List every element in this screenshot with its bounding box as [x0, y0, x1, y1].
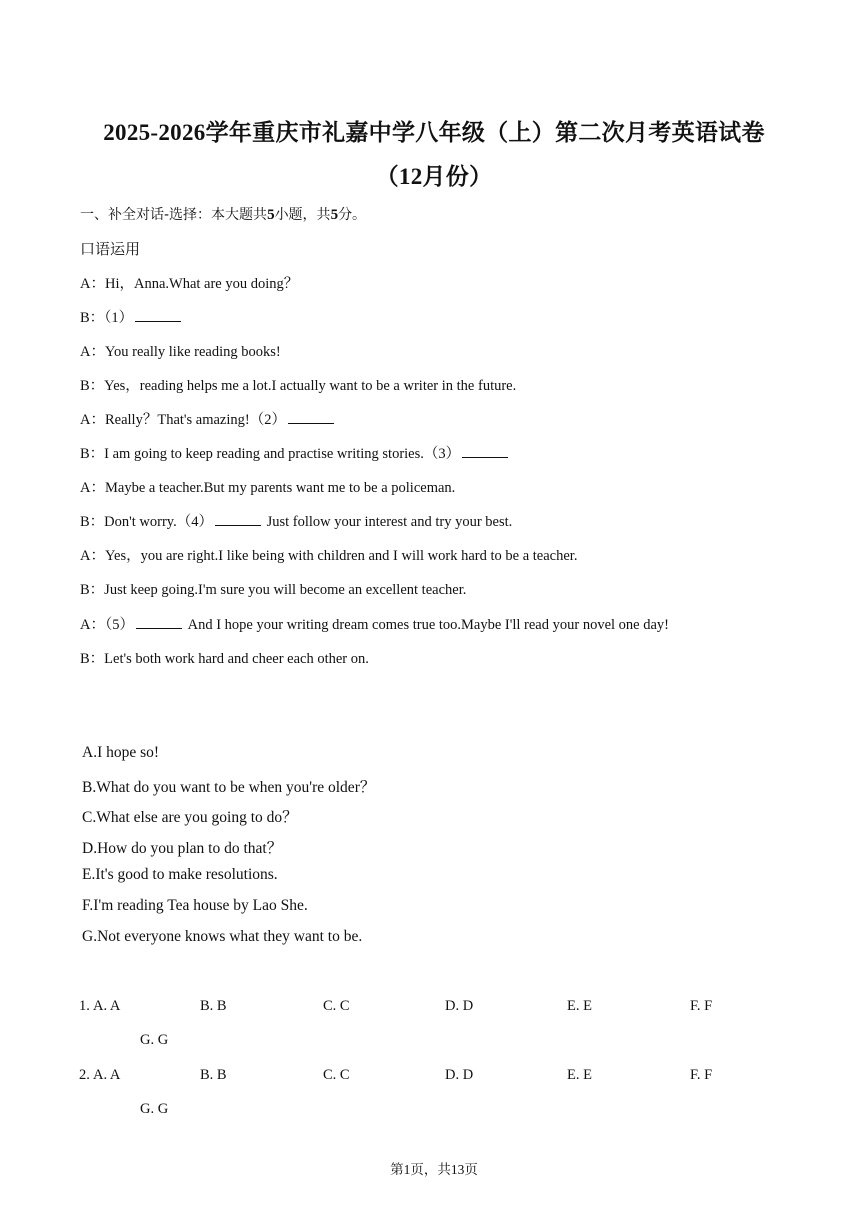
question-number: 2. — [79, 1067, 90, 1083]
answer-choice[interactable]: G. G — [140, 1032, 169, 1048]
answer-choice[interactable]: G. G — [140, 1101, 169, 1117]
option-item: A.I hope so! — [82, 744, 160, 761]
exam-title-line1: 2025-2026学年重庆市礼嘉中学八年级（上）第二次月考英语试卷 — [103, 120, 765, 145]
answer-choice[interactable]: D. D — [445, 998, 474, 1014]
dialogue-line — [80, 306, 183, 327]
dialogue-text: Let's both work hard and cheer each other on. — [104, 651, 369, 667]
dialogue-text: You really like reading books! — [104, 344, 281, 360]
dialogue-line — [80, 510, 512, 531]
dialogue-line — [80, 647, 369, 668]
exam-title-line2: （12月份） — [375, 164, 493, 189]
dialogue-text-after: And I hope your writing dream comes true too.Maybe I'll read your novel one day! — [183, 617, 669, 633]
answer-blank[interactable] — [135, 309, 181, 322]
dialogue-line — [80, 476, 455, 497]
section-heading — [80, 204, 366, 224]
option-item: G.Not everyone knows what they want to be. — [82, 927, 363, 945]
speaker-label: A： — [80, 412, 105, 428]
option-item: D.How do you plan to do that？ — [82, 839, 283, 857]
question-number: 1. — [79, 998, 90, 1014]
option-item: B.What do you want to be when you're older？ — [82, 778, 376, 796]
dialogue-line — [80, 442, 510, 463]
answer-blank[interactable] — [215, 513, 261, 526]
dialogue-text: Don't worry.（4） — [104, 514, 213, 530]
section-mid: 小题，共 — [274, 207, 331, 223]
option-item: F.I'm reading Tea house by Lao She. — [82, 897, 308, 914]
dialogue-text: （1） — [104, 310, 134, 326]
section-prefix: 一、补全对话-选择：本大题共 — [80, 207, 268, 223]
speaker-label: B： — [80, 651, 105, 667]
dialogue-text: I am going to keep reading and practise writing stories.（3） — [104, 446, 461, 462]
dialogue-text: Hi，Anna.What are you doing？ — [104, 276, 299, 292]
answer-choice[interactable]: B. B — [200, 998, 227, 1014]
speaker-label: A： — [80, 480, 105, 496]
section-score: 5 — [330, 207, 339, 223]
dialogue-line — [80, 613, 669, 634]
section-suffix: 分。 — [338, 207, 367, 223]
page-footer: 第1页，共13页 — [390, 1162, 478, 1177]
dialogue-line — [80, 408, 336, 429]
option-item: C.What else are you going to do？ — [82, 809, 298, 827]
speaker-label: B： — [80, 582, 105, 598]
answer-choice[interactable]: C. C — [323, 1067, 350, 1083]
dialogue-text: Maybe a teacher.But my parents want me to be a policeman. — [104, 480, 456, 496]
answer-choice[interactable]: F. F — [690, 998, 713, 1014]
answer-choice[interactable]: A. A — [93, 998, 121, 1014]
dialogue-line — [80, 374, 516, 395]
speaker-label: A： — [80, 344, 105, 360]
answer-blank[interactable] — [462, 445, 508, 458]
speaker-label: A： — [80, 548, 105, 564]
speaker-label: B： — [80, 378, 105, 394]
answer-choice[interactable]: C. C — [323, 998, 350, 1014]
section-count: 5 — [267, 207, 275, 223]
speaker-label: A： — [80, 276, 105, 292]
answer-choice[interactable]: B. B — [200, 1067, 227, 1083]
speaker-label: B： — [80, 514, 105, 530]
dialogue-text: Yes，reading helps me a lot.I actually want to be a writer in the future. — [104, 378, 517, 394]
answer-choice[interactable]: D. D — [445, 1067, 474, 1083]
dialogue-line — [80, 544, 577, 565]
speaker-label: B： — [80, 310, 105, 326]
answer-choice[interactable]: E. E — [567, 998, 592, 1014]
answer-choice[interactable]: F. F — [690, 1067, 713, 1083]
answer-choice[interactable]: A. A — [93, 1067, 121, 1083]
dialogue-text: Really？That's amazing!（2） — [104, 412, 286, 428]
answer-blank[interactable] — [288, 411, 334, 424]
dialogue-text: （5） — [104, 617, 134, 633]
dialogue-text: Just keep going.I'm sure you will become an excellent teacher. — [104, 582, 467, 598]
speaker-label: A： — [80, 617, 105, 633]
speaker-label: B： — [80, 446, 105, 462]
dialogue-line — [80, 272, 298, 293]
answer-choice[interactable]: E. E — [567, 1067, 592, 1083]
dialogue-text: Yes，you are right.I like being with children and I will work hard to be a teacher. — [104, 548, 578, 564]
dialogue-line — [80, 578, 466, 599]
answer-blank[interactable] — [136, 616, 182, 629]
option-item: E.It's good to make resolutions. — [82, 866, 278, 884]
dialogue-line — [80, 340, 281, 361]
dialogue-text-after: Just follow your interest and try your best. — [262, 514, 513, 530]
subheading: 口语运用 — [80, 240, 141, 258]
